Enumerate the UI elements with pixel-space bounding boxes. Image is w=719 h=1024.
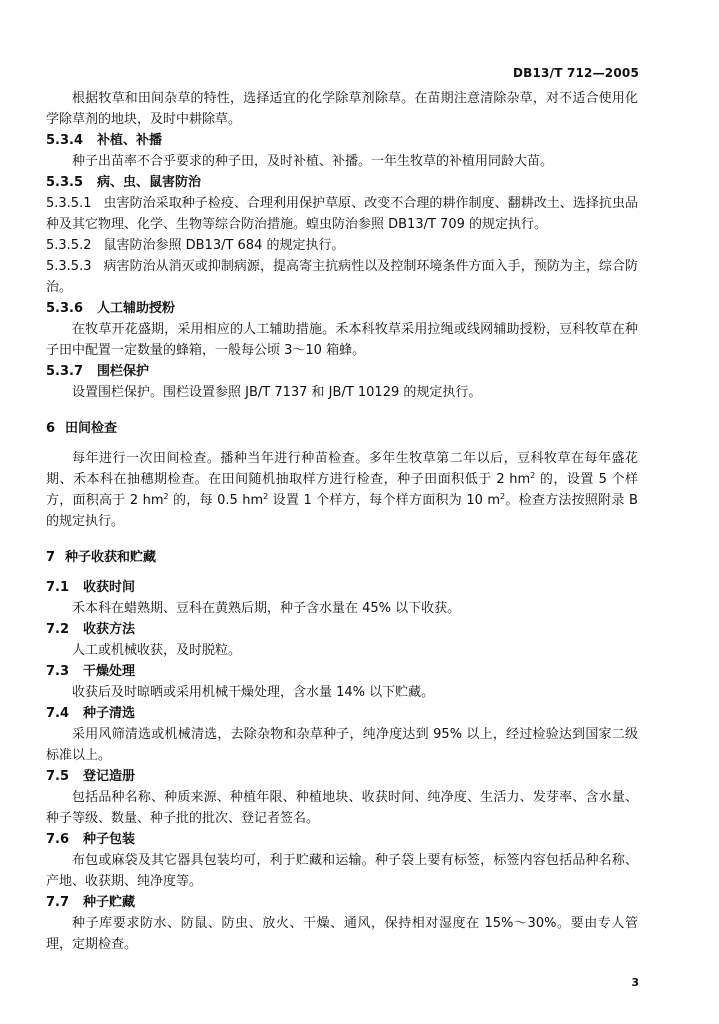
heading-7-4	[46, 703, 638, 724]
paragraph-5-3-4: 种子出苗率不合乎要求的种子田，及时补植、补播。一年生牧草的补植用同龄大苗。	[72, 154, 554, 169]
heading-title: 收获方法	[83, 622, 136, 637]
paragraph-7-6: 布包或麻袋及其它器具包装均可，利于贮藏和运输。种子袋上要有标签，标签内容包括品种名称、产地、收获期、纯净度等。	[46, 853, 638, 889]
heading-number: 7.2	[46, 622, 70, 637]
heading-title: 补植、补播	[97, 133, 163, 148]
clause-text: 鼠害防治参照 DB13/T 684 的规定执行。	[103, 238, 345, 253]
clause-number: 5.3.5.2	[46, 238, 92, 253]
heading-5-3-7	[46, 361, 638, 382]
heading-number: 5.3.7	[46, 364, 84, 379]
heading-7-7	[46, 892, 638, 913]
paragraph-7-2: 人工或机械收获，及时脱粒。	[72, 643, 242, 658]
superscript: 2	[163, 492, 169, 501]
heading-7-1	[46, 577, 638, 598]
paragraph-7-1: 禾本科在蜡熟期、豆科在黄熟后期，种子含水量在 45% 以下收获。	[72, 601, 461, 616]
text-run: 的，每 0.5 hm	[168, 493, 264, 508]
heading-number: 5.3.4	[46, 133, 84, 148]
paragraph-7-4: 采用风筛清选或机械清选，去除杂物和杂草种子，纯净度达到 95% 以上，经过检验达到国家二级标准以上。	[46, 727, 638, 763]
clause-text: 虫害防治采取种子检疫、合理利用保护草原、改变不合理的耕作制度、翻耕改土、选择抗虫品种及其它物理、化学、生物等综合防治措施。蝗虫防治参照 DB13/T 709 的规定执行。	[46, 196, 638, 232]
superscript: 2	[263, 492, 269, 501]
section-number: 6	[46, 421, 56, 436]
paragraph-7-3: 收获后及时晾晒或采用机械干燥处理，含水量 14% 以下贮藏。	[72, 685, 435, 700]
heading-title: 病、虫、鼠害防治	[97, 175, 202, 190]
heading-number: 7.1	[46, 580, 70, 595]
heading-5-3-6	[46, 298, 638, 319]
heading-title: 种子清选	[83, 706, 136, 721]
heading-number: 7.3	[46, 664, 70, 679]
text-run: 。检查方法按照附录 B 的规定执行。	[46, 493, 638, 529]
heading-title: 种子包装	[83, 832, 136, 847]
paragraph-5-3-5-1	[46, 193, 638, 235]
heading-number: 7.4	[46, 706, 70, 721]
superscript: 2	[530, 471, 536, 480]
section-title: 种子收获和贮藏	[65, 550, 157, 565]
heading-number: 7.6	[46, 832, 70, 847]
page-number: 3	[631, 976, 639, 989]
heading-number: 5.3.5	[46, 175, 84, 190]
clause-text: 病害防治从消灭或抑制病源，提高寄主抗病性以及控制环境条件方面入手，预防为主，综合防治。	[46, 259, 638, 295]
paragraph-7-5: 包括品种名称、种质来源、种植年限、种植地块、收获时间、纯净度、生活力、发芽率、含水量、种子等级、数量、种子批的批次、登记者签名。	[46, 790, 638, 826]
text-run: 设置 1 个样方，每个样方面积为 10 m	[268, 493, 500, 508]
section-number: 7	[46, 550, 56, 565]
paragraph-5-3-5-3	[46, 256, 638, 298]
paragraph-7-7: 种子库要求防水、防鼠、防虫、放火、干燥、通风，保持相对湿度在 15%～30%。要由专人管理，定期检查。	[46, 916, 638, 952]
heading-number: 7.5	[46, 769, 70, 784]
clause-number: 5.3.5.1	[46, 196, 92, 211]
heading-number: 5.3.6	[46, 301, 84, 316]
heading-7-3	[46, 661, 638, 682]
paragraph-6	[46, 448, 638, 532]
section-title: 田间检查	[65, 421, 118, 436]
clause-number: 5.3.5.3	[46, 259, 92, 274]
paragraph-5-3-7: 设置围栏保护。围栏设置参照 JB/T 7137 和 JB/T 10129 的规定执行。	[72, 385, 482, 400]
text-run: 的，设置 5 个样方，面积高于 2 hm	[46, 472, 638, 508]
heading-number: 7.7	[46, 895, 70, 910]
heading-7-2	[46, 619, 638, 640]
superscript: 2	[500, 492, 506, 501]
heading-5-3-5	[46, 172, 638, 193]
section-heading-7	[46, 547, 638, 568]
heading-title: 人工辅助授粉	[97, 301, 176, 316]
page-body	[46, 88, 638, 955]
document-code: DB13/T 712—2005	[513, 66, 639, 80]
heading-title: 围栏保护	[97, 364, 150, 379]
paragraph-weed-control: 根据牧草和田间杂草的特性，选择适宜的化学除草剂除草。在苗期注意清除杂草，对不适合使用化学除草剂的地块，及时中耕除草。	[46, 91, 638, 127]
heading-title: 登记造册	[83, 769, 136, 784]
heading-7-5	[46, 766, 638, 787]
heading-5-3-4	[46, 130, 638, 151]
paragraph-5-3-5-2	[46, 235, 638, 256]
heading-title: 种子贮藏	[83, 895, 136, 910]
heading-title: 干燥处理	[83, 664, 136, 679]
section-heading-6	[46, 418, 638, 439]
text-run: 每年进行一次田间检查。播种当年进行种苗检查。多年生牧草第二年以后，豆科牧草在每年盛花期、禾本科在抽穗期检查。在田间随机抽取样方进行检查，种子田面积低于 2 hm	[46, 451, 638, 487]
paragraph-5-3-6: 在牧草开花盛期，采用相应的人工辅助措施。禾本科牧草采用拉绳或线网辅助授粉，豆科牧草在种子田中配置一定数量的蜂箱，一般每公顷 3～10 箱蜂。	[46, 322, 638, 358]
heading-7-6	[46, 829, 638, 850]
heading-title: 收获时间	[83, 580, 136, 595]
